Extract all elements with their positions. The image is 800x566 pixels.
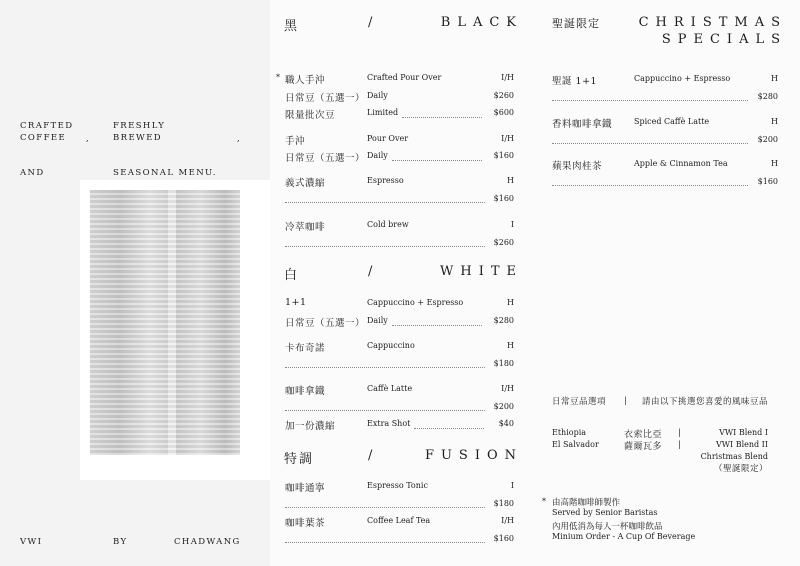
item-tag: I/H bbox=[501, 134, 514, 143]
item-tag: H bbox=[771, 159, 778, 168]
section-title-zh: 白 bbox=[284, 268, 305, 283]
menu-item-price bbox=[285, 359, 516, 373]
item-name-zh: 咖啡葉茶 bbox=[285, 518, 326, 529]
left-panel bbox=[0, 0, 270, 566]
divider-bar: | bbox=[678, 440, 681, 449]
menu-item bbox=[285, 516, 516, 530]
menu-item-price bbox=[552, 177, 780, 191]
section-slash: / bbox=[368, 264, 380, 279]
item-price: $260 bbox=[493, 91, 514, 100]
item-price: $160 bbox=[757, 177, 778, 186]
menu-item-price bbox=[552, 92, 780, 106]
leader-dots bbox=[392, 325, 482, 326]
item-tag: I bbox=[510, 220, 514, 229]
section-header-christmas bbox=[552, 15, 787, 49]
menu-item bbox=[285, 419, 516, 433]
item-tag: H bbox=[771, 117, 778, 126]
bean-options-subtitle: 請由以下挑選您喜愛的風味豆品 bbox=[641, 397, 768, 407]
item-name-zh: 職人手沖 bbox=[285, 75, 326, 86]
item-name-zh: 香料咖啡拿鐵 bbox=[552, 119, 613, 130]
menu-item bbox=[285, 481, 516, 495]
item-price: $40 bbox=[498, 419, 514, 428]
item-name-zh: 手沖 bbox=[285, 136, 306, 147]
section-title-zh: 特調 bbox=[284, 452, 315, 467]
section-title-zh: 聖誕限定 bbox=[552, 17, 600, 30]
item-name-zh: 限量批次豆 bbox=[285, 110, 336, 121]
section-header-white bbox=[284, 264, 523, 283]
item-name-en: Extra Shot bbox=[367, 419, 411, 428]
menu-item bbox=[276, 73, 516, 87]
item-name-zh: 聖誕 1+1 bbox=[552, 76, 598, 87]
section-title-en: CHRISTMAS bbox=[638, 15, 787, 30]
section-title-zh: 黑 bbox=[284, 19, 305, 34]
item-name-en: Daily bbox=[367, 316, 388, 325]
item-name-zh: 冷萃咖啡 bbox=[285, 222, 326, 233]
item-price: $180 bbox=[493, 499, 514, 508]
menu-item-price bbox=[552, 135, 780, 149]
section-title-en-2: SPECIALS bbox=[661, 32, 787, 47]
item-price: $600 bbox=[493, 108, 514, 117]
footnote-line: Served by Senior Baristas bbox=[552, 508, 658, 517]
item-price: $200 bbox=[757, 135, 778, 144]
item-name-zh: 日常豆（五選一） bbox=[285, 93, 366, 104]
item-tag: I/H bbox=[501, 384, 514, 393]
texture-photo bbox=[80, 180, 270, 480]
item-price: $160 bbox=[493, 151, 514, 160]
texture-image bbox=[90, 190, 240, 455]
section-slash: / bbox=[368, 15, 380, 30]
section-header-black bbox=[284, 15, 523, 34]
brand-chadwang: CHADWANG bbox=[174, 537, 241, 547]
tagline-crafted: CRAFTED COFFEE bbox=[20, 121, 74, 143]
menu-item bbox=[285, 220, 516, 234]
menu-item bbox=[285, 134, 516, 148]
bean-origin-en: Ethiopia bbox=[552, 428, 587, 437]
item-name-zh: 蘋果肉桂茶 bbox=[552, 161, 603, 172]
item-name-zh: 卡布奇諾 bbox=[285, 343, 326, 354]
footnote-line: Minium Order - A Cup Of Beverage bbox=[552, 532, 696, 541]
menu-item-price bbox=[285, 238, 516, 252]
item-name-zh: 日常豆（五選一） bbox=[285, 318, 366, 329]
section-title-en: FUSION bbox=[424, 448, 523, 463]
item-tag: I/H bbox=[501, 516, 514, 525]
item-name-en: Apple & Cinnamon Tea bbox=[634, 159, 728, 168]
tagline-and: AND bbox=[20, 168, 45, 178]
menu-item bbox=[552, 74, 780, 88]
item-name-zh: 咖啡拿鐵 bbox=[285, 386, 326, 397]
menu-item-price bbox=[285, 534, 516, 548]
menu-item bbox=[552, 117, 780, 131]
section-header-fusion bbox=[284, 448, 523, 467]
item-name-en: Daily bbox=[367, 151, 388, 160]
footnote-star: * bbox=[542, 497, 546, 506]
menu-item bbox=[285, 384, 516, 398]
item-tag: H bbox=[507, 341, 514, 350]
item-name-en: Limited bbox=[367, 108, 399, 117]
item-price: $160 bbox=[493, 534, 514, 543]
item-price: $280 bbox=[493, 316, 514, 325]
bean-blend: VWI Blend I bbox=[719, 428, 768, 437]
footnote-line: 由高階咖啡師製作 bbox=[552, 498, 621, 508]
item-name-en: Spiced Caffè Latte bbox=[634, 117, 710, 126]
bean-origin-en: El Salvador bbox=[552, 440, 599, 449]
item-tag: H bbox=[507, 298, 514, 307]
item-name-zh: 1+1 bbox=[285, 297, 307, 308]
menu-item-price bbox=[285, 499, 516, 513]
tagline-seasonal: SEASONAL MENU. bbox=[113, 168, 217, 178]
bean-blend: Christmas Blend bbox=[700, 452, 768, 461]
item-name-en: Cappuccino + Espresso bbox=[367, 298, 464, 307]
tagline-comma: , bbox=[237, 134, 242, 144]
item-tag: I/H bbox=[501, 73, 514, 82]
item-name-zh: 咖啡通寧 bbox=[285, 483, 326, 494]
item-name-en: Daily bbox=[367, 91, 388, 100]
leader-dots bbox=[392, 160, 482, 161]
item-name-en: Coffee Leaf Tea bbox=[367, 516, 431, 525]
item-tag: H bbox=[507, 176, 514, 185]
item-name-en: Espresso bbox=[367, 176, 404, 185]
item-name-en: Cold brew bbox=[367, 220, 409, 229]
brand-vwi: VWI bbox=[20, 537, 43, 547]
item-name-en: Cappuccino bbox=[367, 341, 415, 350]
bean-options-header bbox=[552, 396, 780, 410]
section-title-en: BLACK bbox=[440, 15, 523, 30]
star-mark: * bbox=[276, 73, 280, 82]
item-price: $200 bbox=[493, 402, 514, 411]
item-tag: I bbox=[510, 481, 514, 490]
bean-blend-note: （聖誕限定） bbox=[713, 464, 768, 474]
divider-bar: | bbox=[624, 396, 627, 405]
menu-item bbox=[552, 159, 780, 173]
menu-item bbox=[285, 91, 516, 105]
item-name-en: Cappuccino + Espresso bbox=[634, 74, 731, 83]
item-price: $280 bbox=[757, 92, 778, 101]
menu-item bbox=[285, 151, 516, 165]
menu-item bbox=[285, 298, 516, 312]
menu-item bbox=[285, 316, 516, 330]
bean-origin-zh: 衣索比亞 bbox=[624, 430, 663, 440]
tagline-comma: , bbox=[86, 134, 91, 144]
leader-dots bbox=[402, 117, 482, 118]
menu-item-price bbox=[285, 194, 516, 208]
item-name-zh: 義式濃縮 bbox=[285, 178, 326, 189]
bean-row bbox=[552, 463, 780, 477]
item-price: $180 bbox=[493, 359, 514, 368]
bean-blend: VWI Blend II bbox=[715, 440, 768, 449]
item-name-en: Crafted Pour Over bbox=[367, 73, 442, 82]
brand-by: BY bbox=[113, 537, 128, 547]
item-name-zh: 日常豆（五選一） bbox=[285, 153, 366, 164]
section-title-en: WHITE bbox=[440, 264, 523, 279]
item-name-zh: 加一份濃縮 bbox=[285, 421, 336, 432]
item-name-en: Espresso Tonic bbox=[367, 481, 428, 490]
footnote-line: 內用低消為每人一杯咖啡飲品 bbox=[552, 522, 663, 532]
section-slash: / bbox=[368, 448, 380, 463]
divider-bar: | bbox=[678, 428, 681, 437]
bean-origin-zh: 薩爾瓦多 bbox=[624, 442, 663, 452]
item-name-en: Caffè Latte bbox=[367, 384, 413, 393]
tagline-freshly: FRESHLY BREWED bbox=[113, 121, 166, 143]
item-name-en: Pour Over bbox=[367, 134, 409, 143]
menu-item-price bbox=[285, 402, 516, 416]
menu-item bbox=[285, 108, 516, 122]
bean-options-title: 日常豆品選項 bbox=[552, 397, 607, 407]
item-tag: H bbox=[771, 74, 778, 83]
menu-item bbox=[285, 176, 516, 190]
item-price: $160 bbox=[493, 194, 514, 203]
leader-dots bbox=[414, 428, 484, 429]
menu-item bbox=[285, 341, 516, 355]
item-price: $260 bbox=[493, 238, 514, 247]
